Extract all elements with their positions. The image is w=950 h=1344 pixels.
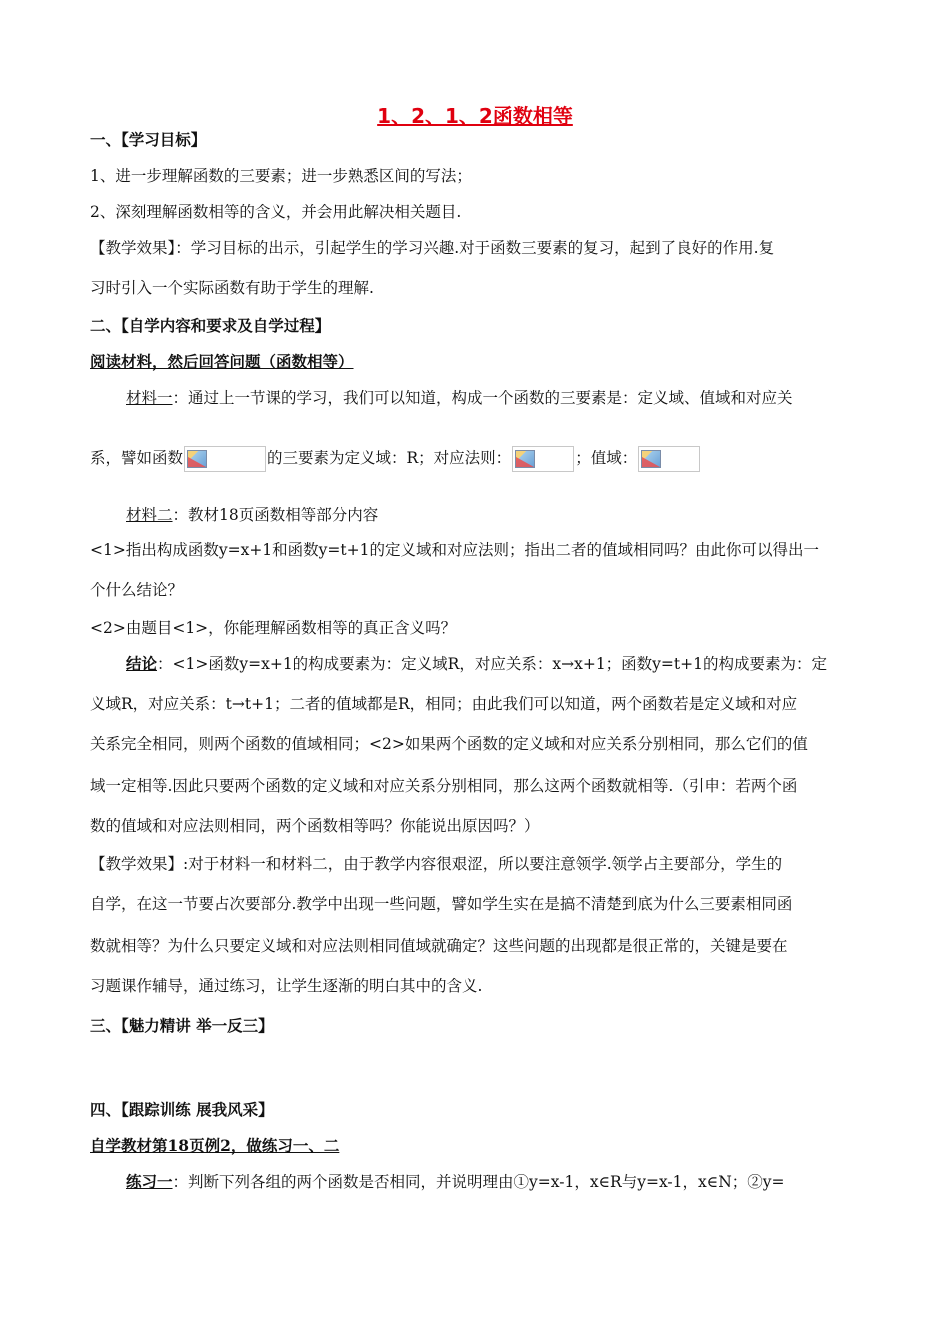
teaching-effect-1b: 习时引入一个实际函数有助于学生的理解. (90, 279, 374, 297)
section-4-subheading: 自学教材第18页例2，做练习一、二 (90, 1136, 340, 1155)
material-2-label: 材料二 (126, 506, 173, 524)
goal-item-1: 1、进一步理解函数的三要素；进一步熟悉区间的写法； (90, 167, 472, 185)
question-1b: 个什么结论？ (90, 581, 184, 599)
material-1-line-1 (126, 386, 860, 408)
image-placeholder-icon (638, 446, 700, 472)
conclusion-line-4: 域一定相等.因此只要两个函数的定义域和对应关系分别相同，那么这两个函数就相等.（引申：若两个函 (90, 777, 798, 795)
teaching-effect-2c: 数就相等？为什么只要定义域和对应法则相同值域就确定？这些问题的出现都是很正常的，关键是要在 (90, 937, 788, 955)
exercise-1-label: 练习一 (126, 1172, 173, 1191)
conclusion-line-2: 义域R，对应关系：t→t+1；二者的值域都是R，相同；由此我们可以知道，两个函数若是定义域和对应 (90, 695, 798, 713)
exercise-1-text: ：判断下列各组的两个函数是否相同，并说明理由①y=x-1，x∈R与y=x-1，x∈N；②y= (172, 1173, 785, 1191)
section-2-subheading: 阅读材料，然后回答问题（函数相等） (90, 352, 354, 371)
teaching-effect-2b: 自学，在这一节要占次要部分.教学中出现一些问题，譬如学生实在是搞不清楚到底为什么三要素相同函 (90, 895, 793, 913)
image-placeholder-icon (184, 446, 266, 472)
section-1-heading: 一、【学习目标】 (90, 130, 207, 149)
conclusion-label: 结论 (126, 654, 158, 673)
material-1-b3: ；值域： (575, 449, 638, 467)
section-4-heading: 四、【跟踪训练 展我风采】 (90, 1100, 274, 1119)
question-2: <2>由题目<1>，你能理解函数相等的真正含义吗？ (90, 619, 457, 637)
material-2-line (126, 503, 860, 525)
material-1-label: 材料一 (126, 389, 173, 407)
material-1-b2: 的三要素为定义域：R；对应法则： (267, 449, 512, 467)
image-placeholder-icon (512, 446, 574, 472)
conclusion-line-1 (126, 652, 860, 674)
material-1-line-2 (90, 446, 860, 472)
material-1-b1: 系，譬如函数 (90, 449, 184, 467)
question-1a: <1>指出构成函数y=x+1和函数y=t+1的定义域和对应法则；指出二者的值域相同吗？由此你可以得出一 (90, 541, 819, 559)
conclusion-line-5: 数的值域和对应法则相同，两个函数相等吗？你能说出原因吗？） (90, 817, 540, 835)
exercise-1-line (126, 1170, 860, 1192)
teaching-effect-2d: 习题课作辅导，通过练习，让学生逐渐的明白其中的含义. (90, 977, 483, 995)
teaching-effect-1a: 【教学效果】：学习目标的出示，引起学生的学习兴趣.对于函数三要素的复习，起到了良好的作用.复 (90, 239, 775, 257)
section-2-heading: 二、【自学内容和要求及自学过程】 (90, 316, 331, 335)
conclusion-text-1: ：<1>函数y=x+1的构成要素为：定义域R，对应关系：x→x+1；函数y=t+1的构成要素为：定 (157, 655, 827, 673)
material-1-text: ：通过上一节课的学习，我们可以知道，构成一个函数的三要素是：定义域、值域和对应关 (172, 389, 793, 407)
section-3-heading: 三、【魅力精讲 举一反三】 (90, 1016, 274, 1035)
goal-item-2: 2、深刻理解函数相等的含义，并会用此解决相关题目. (90, 203, 462, 221)
material-2-text: ：教材18页函数相等部分内容 (172, 506, 379, 524)
conclusion-line-3: 关系完全相同，则两个函数的值域相同；<2>如果两个函数的定义域和对应关系分别相同，那么它们的值 (90, 735, 808, 753)
teaching-effect-2a: 【教学效果】:对于材料一和材料二，由于教学内容很艰涩，所以要注意领学.领学占主要部分，学生的 (90, 855, 783, 873)
page-title: 1、2、1、2函数相等 (377, 104, 573, 128)
